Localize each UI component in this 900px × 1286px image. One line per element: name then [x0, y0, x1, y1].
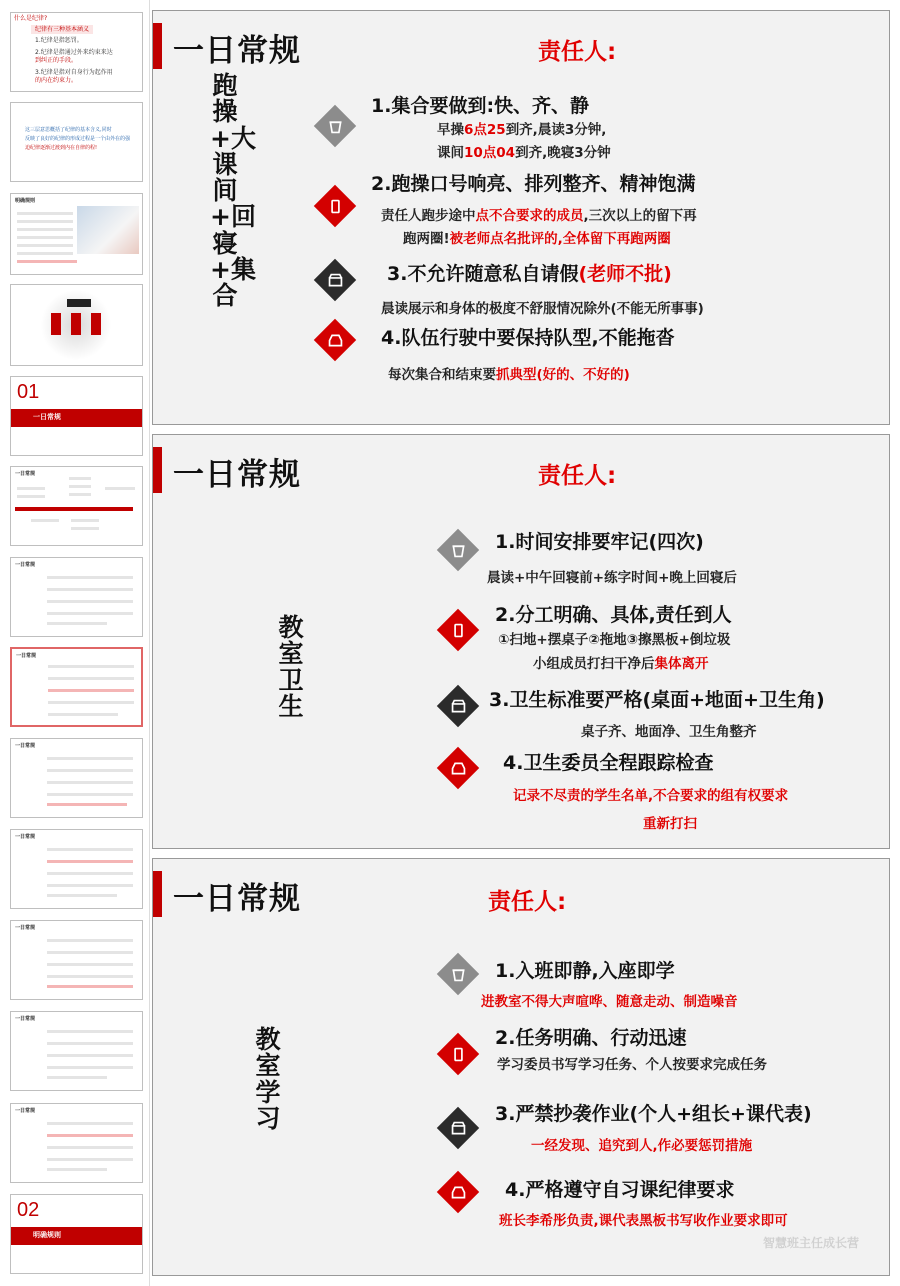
tray-icon: [443, 1177, 473, 1207]
responsible-label: 责任人:: [488, 889, 567, 915]
phone-icon: [443, 1039, 473, 1069]
thumb-number: 01: [17, 381, 40, 403]
item-icon-badge: [314, 105, 356, 147]
watermark-text: 智慧班主任成长营: [762, 1236, 859, 1250]
tray-icon: [320, 325, 350, 355]
thumb-title: 一日常规: [15, 743, 36, 749]
thumb-line: 迫纪律逐渐过渡到内在自律的程!: [25, 145, 98, 151]
item-detail: 班长李希彤负责,课代表黑板书写收作业要求即可: [499, 1213, 788, 1229]
thumb-label: 明确规则: [33, 1231, 61, 1239]
item-heading: 3.严禁抄袭作业(个人+组长+课代表): [495, 1103, 812, 1125]
item-detail: 记录不尽责的学生名单,不合要求的组有权要求: [513, 788, 789, 804]
item-detail: ①扫地+摆桌子②拖地③擦黑板+倒垃圾: [498, 632, 731, 648]
slide-thumbnail-10[interactable]: [10, 829, 143, 909]
thumb-line: 2.纪律是指通过外来约束来达: [35, 49, 113, 56]
item-detail: 早操6点25到齐,晨读3分钟,: [437, 122, 607, 138]
item-detail: 进教室不得大声喧哗、随意走动、制造噪音: [481, 994, 738, 1010]
item-detail: 重新打扫: [643, 816, 697, 832]
tray-icon: [443, 753, 473, 783]
thumb-title: 明确规则: [15, 198, 36, 204]
item-heading: 1.入班即静,入座即学: [495, 960, 675, 982]
item-icon-badge: [437, 1171, 479, 1213]
vertical-section-label: 跑操+大课间+回寝+集合: [210, 71, 256, 310]
item-heading: 2.分工明确、具体,责任到人: [495, 604, 732, 626]
cup-icon: [443, 959, 473, 989]
item-heading: 4.队伍行驶中要保持队型,不能拖沓: [381, 327, 675, 349]
item-icon-badge: [437, 747, 479, 789]
item-heading: 4.卫生委员全程跟踪检查: [503, 752, 714, 774]
thumb-band: [11, 409, 142, 427]
thumb-line: 到纠正的手段。: [35, 57, 78, 64]
title-accent-bar: [153, 447, 162, 493]
item-detail: 小组成员打扫干净后集体离开: [533, 656, 709, 672]
responsible-label: 责任人:: [538, 463, 617, 489]
slide-thumbnail-9[interactable]: [10, 738, 143, 818]
slide-classroom-hygiene: [152, 434, 890, 849]
item-detail: 晨读+中午回寝前+练字时间+晚上回寝后: [487, 570, 737, 586]
shop-icon: [320, 265, 350, 295]
slide-thumbnail-5[interactable]: [10, 376, 143, 456]
item-detail: 晨读展示和身体的极度不舒服情况除外(不能无所事事): [381, 301, 704, 317]
item-heading: 3.不允许随意私自请假(老师不批): [387, 263, 672, 285]
item-detail: 课间10点04到齐,晚寝3分钟: [437, 145, 611, 161]
slide-classroom-study: [152, 858, 890, 1276]
thumb-line: 的内在约束力。: [35, 77, 78, 84]
thumb-line: 反映了良好的纪律的形成过程是一个由外在的强: [25, 136, 131, 142]
phone-icon: [320, 191, 350, 221]
vertical-section-label: 教室卫生: [278, 613, 304, 721]
item-heading: 2.跑操口号响亮、排列整齐、精神饱满: [371, 173, 696, 195]
thumb-title: 一日常规: [15, 834, 36, 840]
item-icon-badge: [437, 685, 479, 727]
title-accent-bar: [153, 23, 162, 69]
slide-thumbnail-11[interactable]: [10, 920, 143, 1000]
slide-thumbnail-13[interactable]: [10, 1103, 143, 1183]
thumb-band: [11, 1227, 142, 1245]
thumb-title: 一日常规: [15, 1016, 36, 1022]
cup-icon: [320, 111, 350, 141]
thumb-title: 一日常规: [16, 653, 37, 659]
slide-title: 一日常规: [173, 457, 301, 493]
slide-thumbnail-panel: [0, 0, 150, 1286]
slide-thumbnail-4[interactable]: [10, 284, 143, 366]
slide-thumbnail-8[interactable]: [10, 647, 143, 727]
slide-thumbnail-2[interactable]: [10, 102, 143, 182]
item-icon-badge: [437, 953, 479, 995]
responsible-label: 责任人:: [538, 39, 617, 65]
cup-icon: [443, 535, 473, 565]
thumb-label: 一日常规: [33, 413, 61, 421]
thumb-title: 一日常规: [15, 471, 36, 477]
thumb-heading: 什么是纪律?: [14, 15, 48, 22]
item-icon-badge: [437, 1033, 479, 1075]
thumb-title: 一日常规: [15, 925, 36, 931]
thumb-line: 3.纪律是指对自身行为起作用: [35, 69, 113, 76]
item-detail: 每次集合和结束要抓典型(好的、不好的): [388, 367, 630, 383]
item-icon-badge: [437, 609, 479, 651]
slide-thumbnail-1[interactable]: [10, 12, 143, 92]
title-accent-bar: [153, 871, 162, 917]
slide-thumbnail-12[interactable]: [10, 1011, 143, 1091]
item-heading: 1.集合要做到:快、齐、静: [371, 95, 590, 117]
item-icon-badge: [314, 185, 356, 227]
slide-thumbnail-3[interactable]: [10, 193, 143, 275]
item-heading: 3.卫生标准要严格(桌面+地面+卫生角): [489, 689, 825, 711]
item-detail: 跑两圈!被老师点名批评的,全体留下再跑两圈: [403, 231, 671, 247]
item-heading: 2.任务明确、行动迅速: [495, 1027, 687, 1049]
thumb-line: 1.纪律是指惩罚。: [35, 37, 83, 44]
slide-routine-drill: [152, 10, 890, 425]
item-detail: 学习委员书写学习任务、个人按要求完成任务: [497, 1057, 767, 1073]
item-icon-badge: [437, 529, 479, 571]
shop-icon: [443, 1113, 473, 1143]
slide-thumbnail-14[interactable]: [10, 1194, 143, 1274]
item-detail: 一经发现、追究到人,作必要惩罚措施: [531, 1138, 753, 1154]
slide-thumbnail-7[interactable]: [10, 557, 143, 637]
slide-title: 一日常规: [173, 881, 301, 917]
item-detail: 责任人跑步途中点不合要求的成员,三次以上的留下再: [381, 208, 697, 224]
thumb-title: 一日常规: [15, 562, 36, 568]
thumb-image: [77, 206, 139, 254]
item-heading: 1.时间安排要牢记(四次): [495, 531, 704, 553]
item-icon-badge: [437, 1107, 479, 1149]
item-icon-badge: [314, 259, 356, 301]
thumb-number: 02: [17, 1199, 40, 1221]
phone-icon: [443, 615, 473, 645]
shop-icon: [443, 691, 473, 721]
item-detail: 桌子齐、地面净、卫生角整齐: [581, 724, 757, 740]
vertical-section-label: 教室学习: [255, 1025, 281, 1133]
thumb-title: 一日常规: [15, 1108, 36, 1114]
slide-thumbnail-6[interactable]: [10, 466, 143, 546]
item-heading: 4.严格遵守自习课纪律要求: [505, 1179, 735, 1201]
thumb-line: 这三层意思概括了纪律的基本含义,同时: [25, 127, 112, 133]
slide-title: 一日常规: [173, 33, 301, 69]
item-icon-badge: [314, 319, 356, 361]
thumb-banner: 纪律有三种基本涵义: [31, 25, 93, 34]
